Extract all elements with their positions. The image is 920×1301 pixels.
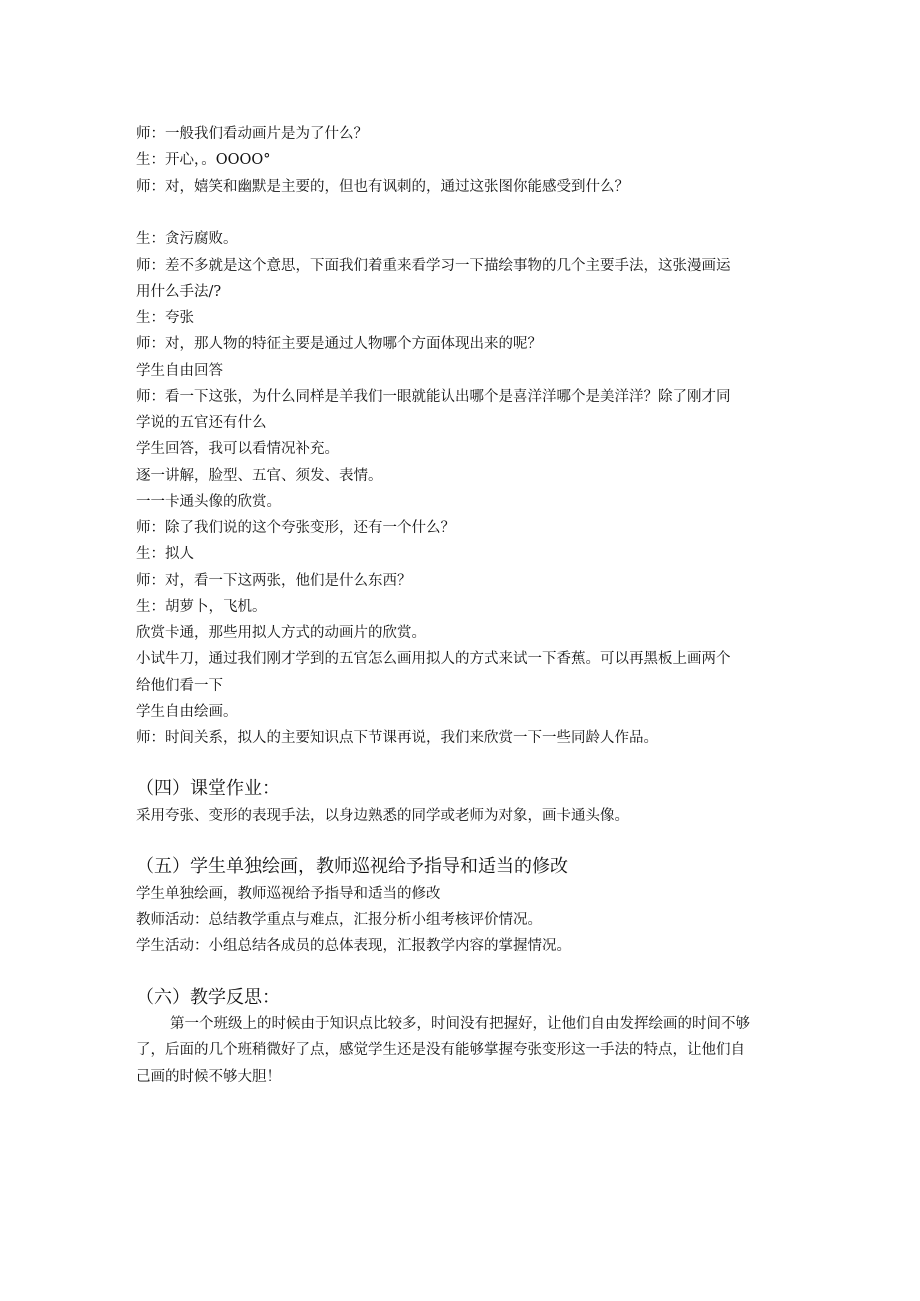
dialogue-line: 生：贪污腐败。	[136, 231, 238, 247]
dialogue-line: 用什么手法/?	[136, 284, 222, 300]
dialogue-line: 一一卡通头像的欣赏。	[136, 494, 281, 510]
reflection-line: 己画的时候不够大胆！	[136, 1069, 281, 1085]
dialogue-line: 师：除了我们说的这个夸张变形，还有一个什么？	[136, 520, 455, 536]
dialogue-line: 小试牛刀，通过我们刚才学到的五官怎么画用拟人的方式来试一下香蕉。可以再黑板上画两个	[136, 651, 731, 667]
dialogue-line: 师：对，嬉笑和幽默是主要的，但也有讽刺的，通过这张图你能感受到什么？	[136, 179, 629, 195]
dialogue-line: 欣赏卡通，那些用拟人方式的动画片的欣赏。	[136, 625, 426, 641]
dialogue-line: 师：对，那人物的特征主要是通过人物哪个方面体现出来的呢？	[136, 336, 542, 352]
section-heading-drawing: （五）学生单独绘画，教师巡视给予指导和适当的修改	[136, 856, 568, 877]
dialogue-line: 师：对，看一下这两张，他们是什么东西？	[136, 573, 412, 589]
teacher-activity: 教师活动：总结教学重点与难点，汇报分析小组考核评价情况。	[136, 912, 542, 928]
dialogue-line: 学生回答，我可以看情况补充。	[136, 441, 339, 457]
drawing-line: 学生单独绘画，教师巡视给予指导和适当的修改	[136, 886, 441, 902]
section-heading-homework: （四）课堂作业：	[136, 778, 280, 799]
dialogue-line: 生：拟人	[136, 546, 194, 562]
dialogue-line: 生：夸张	[136, 310, 194, 326]
dialogue-line: 生：胡萝卜，飞机。	[136, 599, 267, 615]
dialogue-line: 师：差不多就是这个意思，下面我们着重来看学习一下描绘事物的几个主要手法，这张漫画运	[136, 258, 731, 274]
dialogue-line: 师：一般我们看动画片是为了什么？	[136, 126, 368, 142]
section-heading-reflection: （六）教学反思：	[136, 987, 280, 1008]
dialogue-line: 师：看一下这张，为什么同样是羊我们一眼就能认出哪个是喜洋洋哪个是美洋洋？除了刚才同	[136, 389, 731, 405]
dialogue-line: 学生自由回答	[136, 363, 223, 379]
dialogue-line: 学生自由绘画。	[136, 704, 238, 720]
reflection-line: 第一个班级上的时候由于知识点比较多，时间没有把握好，让他们自由发挥绘画的时间不够	[170, 1016, 750, 1032]
dialogue-line: 给他们看一下	[136, 678, 223, 694]
dialogue-line: 学说的五官还有什么	[136, 415, 267, 431]
dialogue-line: 生：开心，。OOOO°	[136, 152, 271, 168]
dialogue-line: 逐一讲解，脸型、五官、须发、表情。	[136, 468, 383, 484]
student-activity: 学生活动：小组总结各成员的总体表现，汇报教学内容的掌握情况。	[136, 938, 571, 954]
reflection-line: 了，后面的几个班稍微好了点，感觉学生还是没有能够掌握夸张变形这一手法的特点，让他们自	[136, 1042, 745, 1058]
dialogue-line: 师：时间关系，拟人的主要知识点下节课再说，我们来欣赏一下一些同龄人作品。	[136, 730, 658, 746]
homework-text: 采用夸张、变形的表现手法，以身边熟悉的同学或老师为对象，画卡通头像。	[136, 808, 629, 824]
